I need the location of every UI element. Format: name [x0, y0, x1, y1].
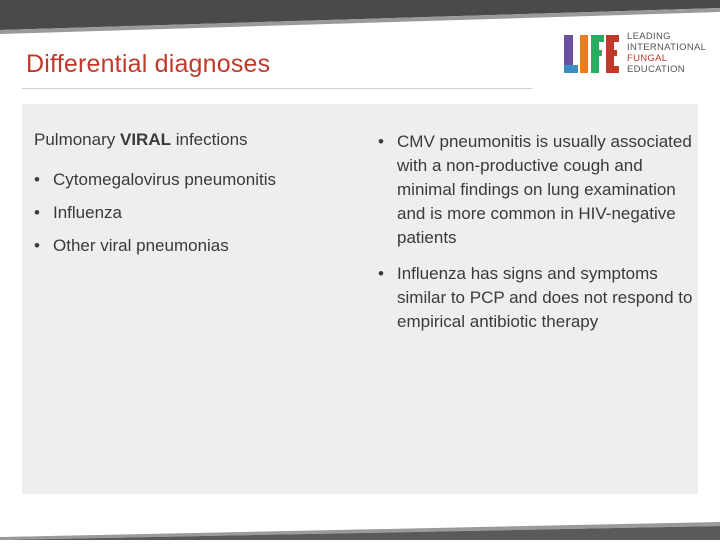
- left-column: [34, 128, 344, 267]
- left-bullet-list: [34, 168, 344, 258]
- logo-text: [627, 31, 706, 75]
- list-item: • CMV pneumonitis is usually associated with a non-productive cough and minimal findings on lung examination and is more common in HIV-negative patients: [378, 130, 703, 250]
- life-logo-mark: [562, 31, 622, 77]
- logo-line: LEADING: [627, 31, 671, 42]
- logo-line: EDUCATION: [627, 64, 685, 75]
- right-bullet-list: [378, 130, 703, 334]
- left-heading-post: infections: [170, 130, 248, 149]
- list-item: • Influenza has signs and symptoms similar to PCP and does not respond to empirical antibiotic therapy: [378, 262, 703, 334]
- logo-line: FUNGAL: [627, 53, 668, 64]
- bottom-decoration-bar: [0, 510, 720, 540]
- list-item: • Cytomegalovirus pneumonitis: [34, 168, 344, 192]
- list-item: • Influenza: [34, 201, 344, 225]
- left-heading: [34, 128, 344, 152]
- right-column: [378, 130, 703, 346]
- slide-title: Differential diagnoses: [26, 50, 271, 78]
- life-logo: [562, 31, 712, 79]
- logo-line: INTERNATIONAL: [627, 42, 707, 53]
- list-item: • Other viral pneumonias: [34, 234, 344, 258]
- title-divider: [22, 88, 532, 89]
- left-heading-bold: VIRAL: [119, 130, 171, 149]
- left-heading-pre: Pulmonary: [34, 130, 120, 149]
